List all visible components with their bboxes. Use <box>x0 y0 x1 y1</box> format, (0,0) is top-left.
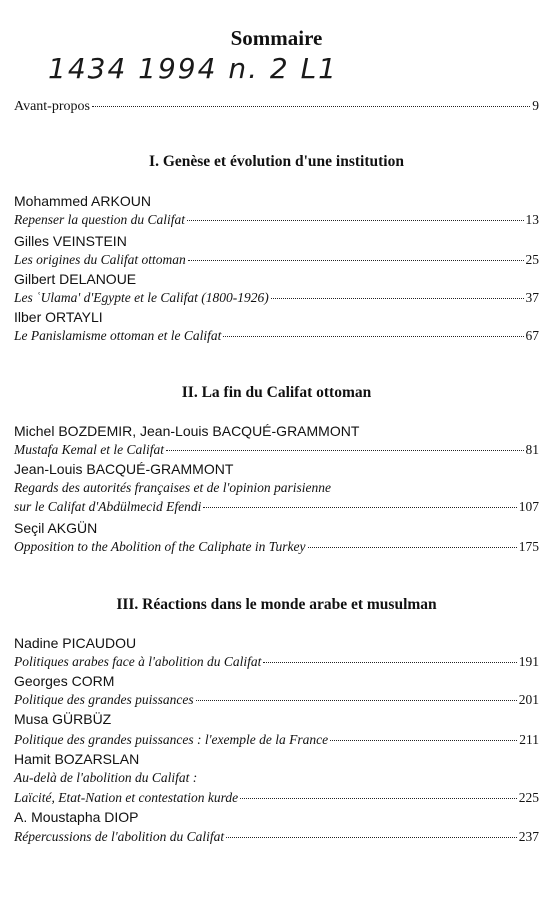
entry-author: Seçil AKGÜN <box>14 520 98 536</box>
toc-entry <box>14 539 539 555</box>
dot-leader <box>226 837 517 838</box>
handwritten-note: 1434 1994 n. 2 L1 <box>48 52 338 85</box>
entry-page: 211 <box>519 732 539 747</box>
entry-author: Musa GÜRBÜZ <box>14 711 112 727</box>
entry-title: Repenser la question du Califat <box>14 212 185 227</box>
toc-entry <box>14 732 539 748</box>
entry-title: Le Panislamisme ottoman et le Califat <box>14 328 222 343</box>
entry-title: Avant-propos <box>14 99 90 114</box>
entry-page: 25 <box>525 252 539 267</box>
entry-page: 9 <box>532 98 539 113</box>
entry-author: Georges CORM <box>14 673 115 689</box>
toc-entry <box>14 829 539 845</box>
entry-author: Hamit BOZARSLAN <box>14 751 140 767</box>
entry-page: 67 <box>525 328 539 343</box>
dot-leader <box>203 507 516 508</box>
entry-title: Mustafa Kemal et le Califat <box>14 442 164 457</box>
entry-page: 201 <box>518 692 539 707</box>
entry-title: Politiques arabes face à l'abolition du Califat <box>14 654 262 669</box>
dot-leader <box>166 450 524 451</box>
entry-title: Politique des grandes puissances <box>14 692 194 707</box>
dot-leader <box>240 798 517 799</box>
dot-leader <box>92 106 530 107</box>
entry-author: Ilber ORTAYLI <box>14 309 103 325</box>
entry-page: 175 <box>518 539 539 554</box>
section-heading: III. Réactions dans le monde arabe et musulman <box>116 596 437 613</box>
section-heading: II. La fin du Califat ottoman <box>181 384 372 401</box>
toc-entry <box>14 654 539 670</box>
entry-title: Les origines du Califat ottoman <box>14 252 186 267</box>
entry-title: Les ʿUlama' d'Egypte et le Califat (1800-1926) <box>14 290 269 305</box>
toc-entry <box>14 790 539 806</box>
dot-leader <box>271 298 524 299</box>
entry-page: 191 <box>518 654 539 669</box>
entry-page: 13 <box>525 212 539 227</box>
dot-leader <box>188 260 524 261</box>
entry-author: Gilles VEINSTEIN <box>14 233 127 249</box>
entry-title: sur le Califat d'Abdülmecid Efendi <box>14 499 202 514</box>
entry-title-line: Regards des autorités françaises et de l'opinion parisienne <box>14 480 331 495</box>
page-title: Sommaire <box>230 26 323 50</box>
entry-author: Nadine PICAUDOU <box>14 635 137 651</box>
toc-entry-foreword <box>14 98 539 115</box>
entry-title: Laïcité, Etat-Nation et contestation kurde <box>14 790 239 805</box>
toc-entry <box>14 328 539 344</box>
toc-entry <box>14 212 539 228</box>
entry-title-line: Au-delà de l'abolition du Califat : <box>14 770 198 785</box>
dot-leader <box>223 336 523 337</box>
entry-page: 237 <box>518 829 539 844</box>
dot-leader <box>187 220 524 221</box>
entry-page: 225 <box>518 790 539 805</box>
entry-page: 37 <box>525 290 539 305</box>
toc-entry <box>14 252 539 268</box>
entry-title: Politique des grandes puissances : l'exemple de la France <box>14 732 329 747</box>
entry-author: Gilbert DELANOUE <box>14 271 137 287</box>
entry-author: Mohammed ARKOUN <box>14 193 151 209</box>
toc-entry <box>14 692 539 708</box>
dot-leader <box>263 662 516 663</box>
entry-author: A. Moustapha DIOP <box>14 809 139 825</box>
entry-author: Michel BOZDEMIR, Jean-Louis BACQUÉ-GRAMMONT <box>14 423 360 439</box>
toc-entry <box>14 442 539 458</box>
dot-leader <box>308 547 517 548</box>
entry-page: 81 <box>525 442 539 457</box>
entry-page: 107 <box>518 499 539 514</box>
dot-leader <box>330 740 517 741</box>
toc-entry <box>14 499 539 515</box>
entry-title: Opposition to the Abolition of the Caliphate in Turkey <box>14 539 306 554</box>
section-heading: I. Genèse et évolution d'une institution <box>149 153 404 170</box>
dot-leader <box>196 700 517 701</box>
entry-title: Répercussions de l'abolition du Califat <box>14 829 225 844</box>
entry-author: Jean-Louis BACQUÉ-GRAMMONT <box>14 461 234 477</box>
toc-entry <box>14 290 539 306</box>
